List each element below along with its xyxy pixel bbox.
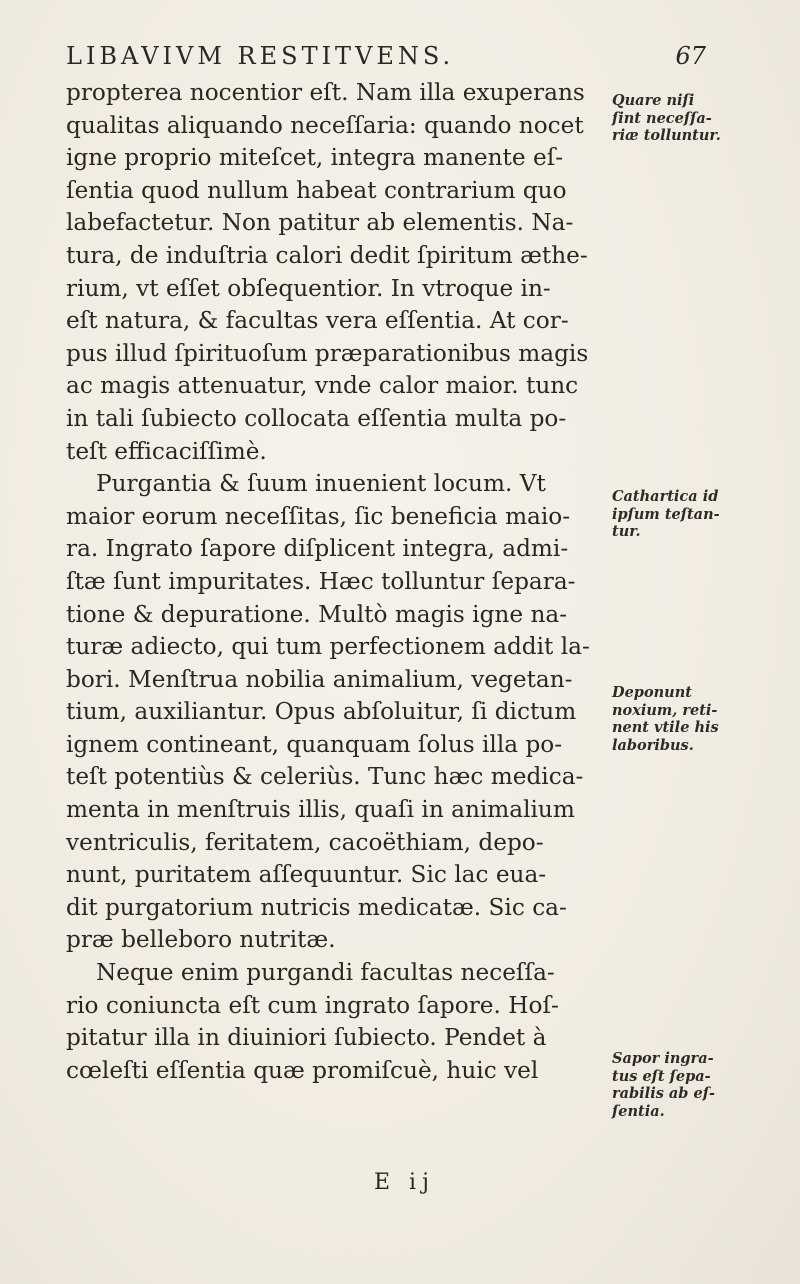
text-line: ignem contineant, quanquam ſolus illa po- <box>66 730 563 758</box>
text-line: in tali ſubiecto collocata eſſentia multa po- <box>66 404 567 432</box>
text-line: ſtæ ſunt impuritates. Hæc tolluntur ſepara- <box>66 567 576 595</box>
text-line: menta in menſtruis illis, quaſi in animalium <box>66 796 575 824</box>
margin-note-line: rabilis ab eſ- <box>612 1085 715 1102</box>
text-line: igne proprio miteſcet, integra manente eſ- <box>66 144 564 172</box>
text-line: ac magis attenuatur, vnde calor maior. tunc <box>66 372 579 400</box>
text-line: pitatur illa in diuiniori ſubiecto. Pendet à <box>66 1024 547 1052</box>
text-line: teſt potentiùs & celeriùs. Tunc hæc medica- <box>66 763 584 791</box>
margin-note <box>612 488 792 541</box>
margin-note-line: riæ tolluntur. <box>612 127 721 144</box>
text-line: rio coniuncta eſt cum ingrato ſapore. Hoſ- <box>66 991 559 1019</box>
signature-mark: E ij <box>374 1170 435 1195</box>
text-line: ſentia quod nullum habeat contrarium quo <box>66 176 567 204</box>
text-line: tium, auxiliantur. Opus abſoluitur, ſi dictum <box>66 698 577 726</box>
margin-note <box>612 684 792 754</box>
margin-note-line: laboribus. <box>612 736 694 754</box>
margin-note-line: tur. <box>612 523 641 540</box>
text-line: turæ adiecto, qui tum perfectionem addit la- <box>66 633 590 661</box>
text-line: bori. Menſtrua nobilia animalium, vegetan- <box>66 665 573 693</box>
margin-note-line: ſint neceſſa- <box>612 109 712 127</box>
text-line: maior eorum neceſſitas, ſic beneficia maio- <box>66 502 571 530</box>
text-line: labefactetur. Non patitur ab elementis. Na- <box>66 209 574 237</box>
text-line: nunt, puritatem aſſequuntur. Sic lac eua- <box>66 861 547 889</box>
page-number: 67 <box>675 42 706 70</box>
running-title: LIBAVIVM RESTITVENS. <box>66 42 455 70</box>
margin-note <box>612 92 792 145</box>
running-header <box>66 42 706 70</box>
text-line: teſt efficaciſſimè. <box>66 437 267 465</box>
margin-note-line: Sapor ingra- <box>612 1050 714 1067</box>
margin-note-line: Quare niſi <box>612 92 695 109</box>
margin-note-line: ſentia. <box>612 1102 665 1120</box>
margin-note-line: noxium, reti- <box>612 701 718 719</box>
margin-note-line: ipſum teſtan- <box>612 505 720 523</box>
paragraph-start-line: Neque enim purgandi facultas neceſſa- <box>96 959 555 987</box>
text-line: propterea nocentior eſt. Nam illa exuperans <box>66 79 585 106</box>
text-line: præ belleboro nutritæ. <box>66 926 336 954</box>
margin-note <box>612 1050 792 1120</box>
main-text-block <box>66 77 606 1087</box>
text-line: qualitas aliquando neceſſaria: quando nocet <box>66 111 584 139</box>
text-line: cœleſti eſſentia quæ promiſcuè, huic vel <box>66 1056 539 1084</box>
text-line: tione & depuratione. Multò magis igne na- <box>66 600 568 628</box>
text-line: ra. Ingrato ſapore diſplicent integra, admi- <box>66 535 569 563</box>
margin-note-line: tus eſt ſepa- <box>612 1067 711 1085</box>
margin-note-line: Cathartica id <box>612 488 719 505</box>
margin-note-line: Deponunt <box>612 684 692 701</box>
text-line: tura, de induſtria calori dedit ſpiritum æthe- <box>66 241 588 269</box>
text-line: dit purgatorium nutricis medicatæ. Sic ca- <box>66 893 567 921</box>
text-line: ventriculis, feritatem, cacoëthiam, depo- <box>66 828 544 856</box>
text-line: pus illud ſpirituoſum præparationibus magis <box>66 339 589 367</box>
text-line: rium, vt eſſet obſequentior. In vtroque in- <box>66 274 551 302</box>
margin-note-line: nent vtile his <box>612 719 719 736</box>
text-line: eſt natura, & facultas vera eſſentia. At cor- <box>66 307 569 335</box>
paragraph-start-line: Purgantia & ſuum inuenient locum. Vt <box>96 470 546 498</box>
